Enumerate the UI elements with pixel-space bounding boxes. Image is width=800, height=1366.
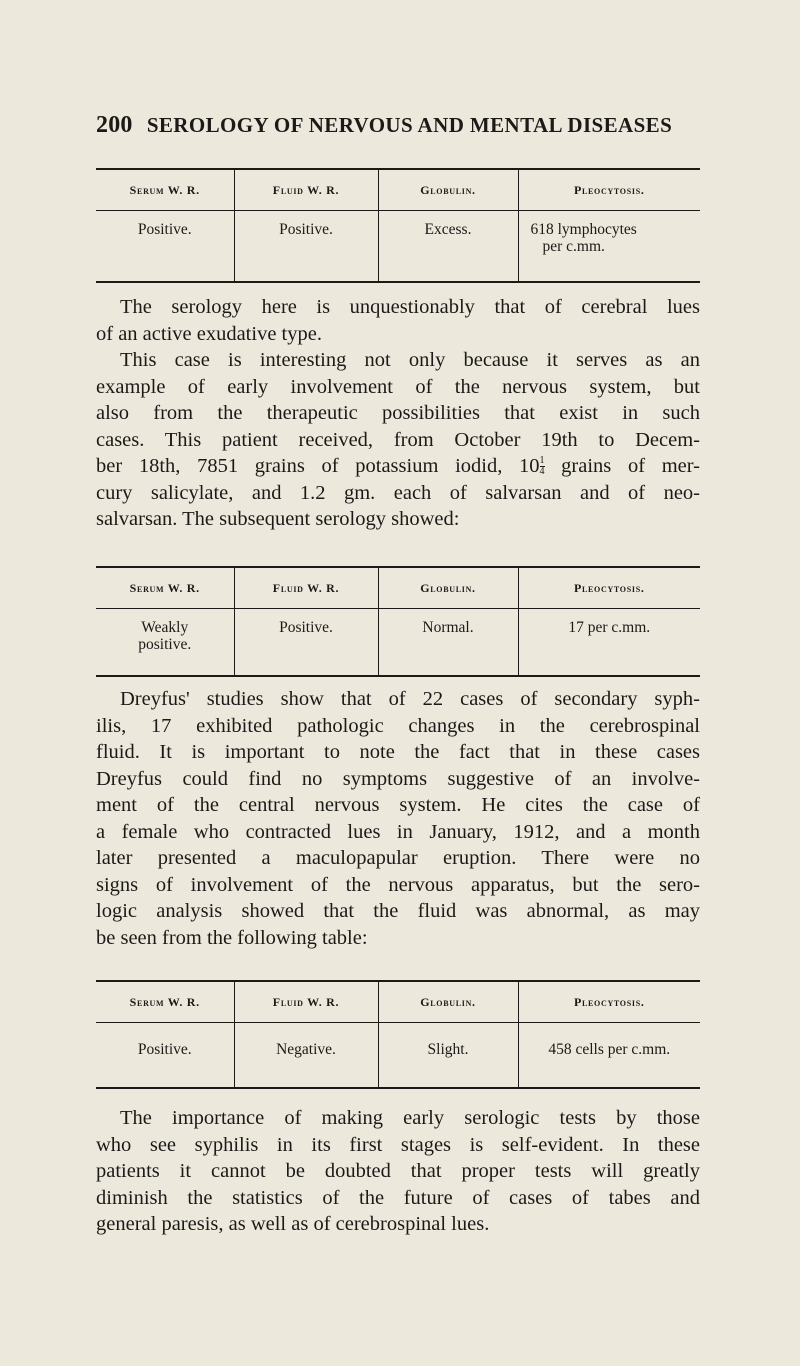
- paragraph-1: [96, 294, 700, 347]
- cell-serum-wr: Positive.: [96, 1023, 234, 1089]
- cell-fluid-wr: Positive.: [234, 211, 378, 283]
- header-pleocytosis: Pleocytosis.: [518, 981, 700, 1023]
- paragraph-4: [96, 1105, 700, 1238]
- text-line: The serology here is unquestionably that of cerebral lues: [120, 296, 700, 318]
- table-row: [96, 609, 700, 677]
- table-header-row: [96, 981, 700, 1023]
- text-line: fluid. It is important to note the fact that in these cases: [96, 741, 700, 763]
- fraction-numerator: 1: [539, 455, 545, 466]
- cell-globulin: Excess.: [378, 211, 518, 283]
- table-header-row: [96, 169, 700, 211]
- running-header: [96, 112, 716, 139]
- text-line: a female who contracted lues in January, 1912, and a month: [96, 820, 700, 843]
- table-header-row: [96, 567, 700, 609]
- text-line: cury salicylate, and 1.2 gm. each of salvarsan and of neo-: [96, 481, 700, 504]
- cell-pleocytosis: 17 per c.mm.: [518, 609, 700, 677]
- header-serum-wr: Serum W. R.: [96, 169, 234, 211]
- text-segment: grains of mer-: [544, 455, 700, 477]
- pleocytosis-line: per c.mm.: [542, 238, 605, 255]
- paragraph-2: [96, 347, 700, 533]
- text-line: example of early involvement of the nervous system, but: [96, 375, 700, 398]
- page-number: 200: [96, 112, 133, 138]
- cell-globulin: Slight.: [378, 1023, 518, 1089]
- text-line-with-fraction: [96, 453, 700, 480]
- header-serum-wr: Serum W. R.: [96, 567, 234, 609]
- text-line: also from the therapeutic possibilities that exist in such: [96, 402, 700, 424]
- header-pleocytosis: Pleocytosis.: [518, 169, 700, 211]
- cell-pleocytosis: 458 cells per c.mm.: [518, 1023, 700, 1089]
- serum-line: Weakly: [141, 619, 189, 636]
- header-fluid-wr: Fluid W. R.: [234, 567, 378, 609]
- cell-fluid-wr: Negative.: [234, 1023, 378, 1089]
- text-line: ilis, 17 exhibited pathologic changes in the cerebrospinal: [96, 714, 700, 737]
- text-line: patients it cannot be doubted that proper tests will greatly: [96, 1160, 700, 1182]
- cell-pleocytosis: [518, 211, 700, 283]
- table-row: [96, 1023, 700, 1089]
- paragraph-3: [96, 686, 700, 951]
- text-line: salvarsan. The subsequent serology showed:: [96, 508, 460, 530]
- header-fluid-wr: Fluid W. R.: [234, 169, 378, 211]
- header-globulin: Globulin.: [378, 567, 518, 609]
- header-globulin: Globulin.: [378, 169, 518, 211]
- text-line: logic analysis showed that the fluid was abnormal, as may: [96, 900, 700, 922]
- text-line: who see syphilis in its first stages is self-evident. In these: [96, 1133, 700, 1156]
- text-line: Dreyfus' studies show that of 22 cases of secondary syph-: [120, 688, 700, 710]
- text-line: diminish the statistics of the future of cases of tabes and: [96, 1186, 700, 1209]
- header-fluid-wr: Fluid W. R.: [234, 981, 378, 1023]
- text-line: signs of involvement of the nervous apparatus, but the sero-: [96, 873, 700, 896]
- table-row: [96, 211, 700, 283]
- cell-globulin: Normal.: [378, 609, 518, 677]
- text-line: This case is interesting not only because it serves as an: [120, 349, 700, 371]
- running-title: SEROLOGY OF NERVOUS AND MENTAL DISEASES: [146, 113, 673, 137]
- cell-fluid-wr: Positive.: [234, 609, 378, 677]
- cell-serum-wr: Positive.: [96, 211, 234, 283]
- header-serum-wr: Serum W. R.: [96, 981, 234, 1023]
- text-line: later presented a maculopapular eruption. There were no: [96, 847, 700, 869]
- text-line: general paresis, as well as of cerebrospinal lues.: [96, 1213, 490, 1235]
- cell-serum-wr: [96, 609, 234, 677]
- pleocytosis-line: 618 lymphocytes: [530, 221, 637, 238]
- text-line: of an active exudative type.: [96, 322, 322, 345]
- serology-table-2: [96, 566, 700, 677]
- header-globulin: Globulin.: [378, 981, 518, 1023]
- serum-line: positive.: [138, 636, 192, 653]
- text-line: The importance of making early serologic tests by those: [120, 1107, 700, 1129]
- text-line: Dreyfus could find no symptoms suggestive of an involve-: [96, 767, 700, 790]
- serology-table-1: [96, 168, 700, 283]
- fraction-denominator: 4: [539, 466, 545, 477]
- text-segment: ber 18th, 7851 grains of potassium iodid, 10: [96, 455, 540, 477]
- text-line: be seen from the following table:: [96, 926, 368, 949]
- serology-table-3: [96, 980, 700, 1089]
- text-line: cases. This patient received, from October 19th to Decem-: [96, 428, 700, 451]
- header-pleocytosis: Pleocytosis.: [518, 567, 700, 609]
- text-line: ment of the central nervous system. He cites the case of: [96, 794, 700, 816]
